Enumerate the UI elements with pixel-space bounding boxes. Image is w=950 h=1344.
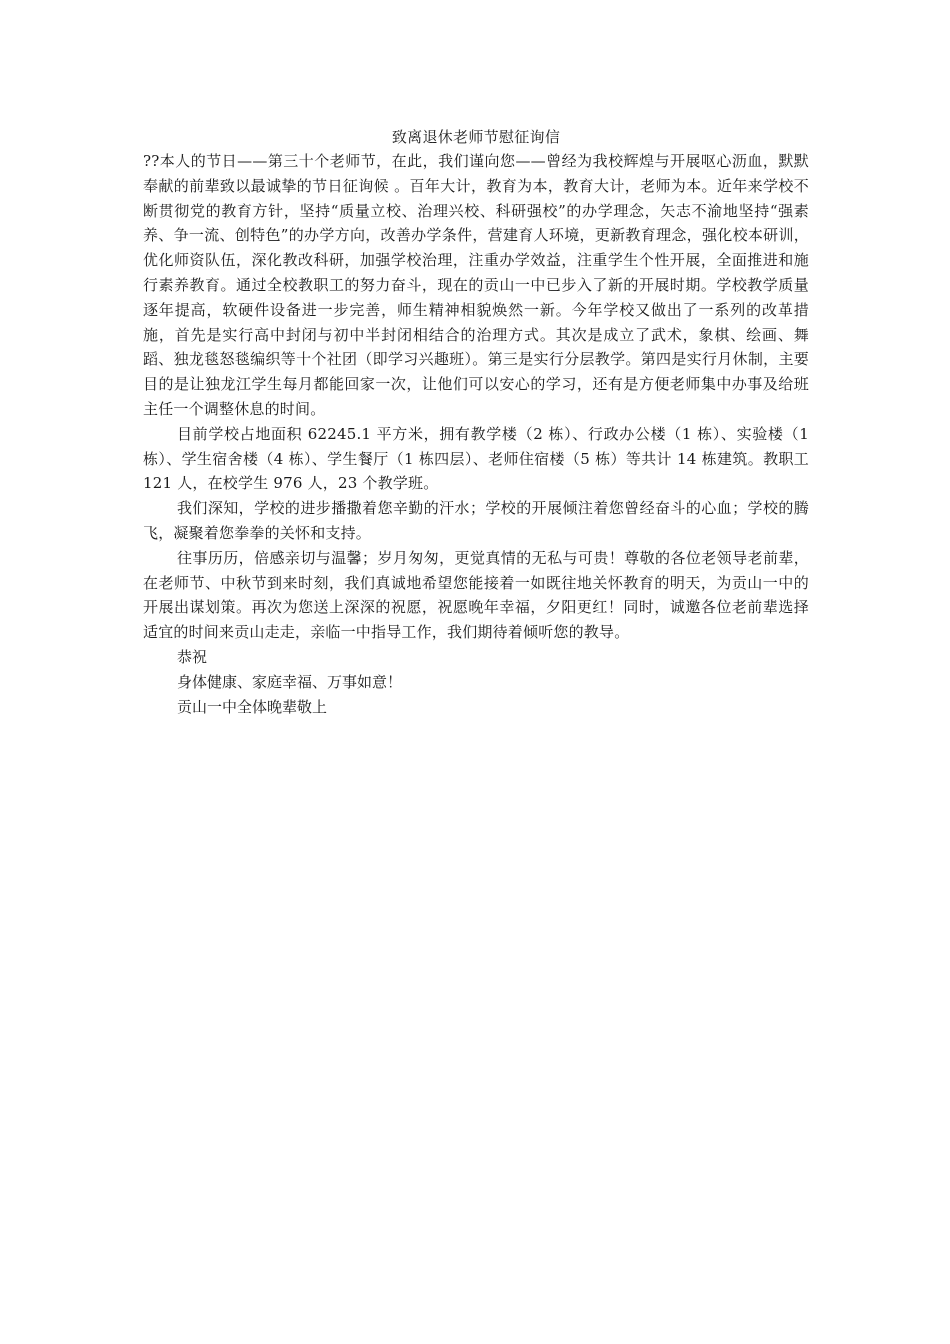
paragraph-campus-facts: 目前学校占地面积 62245.1 平方米，拥有教学楼（2 栋）、行政办公楼（1 栋）、实验楼（1 栋）、学生宿舍楼（4 栋）、学生餐厅（1 栋四层）、老师住宿楼（5 栋）等共计 14 栋建筑。教职工 121 人，在校学生 976 人，23 个教学班。 [143,424,809,493]
closing-wishes: 身体健康、家庭幸福、万事如意！ [177,672,403,691]
document-title: 致离退休老师节慰征询信 [391,128,561,146]
document-page [143,125,809,719]
closing-greeting: 恭祝 [177,647,208,666]
paragraph-gratitude: 我们深知，学校的进步播撒着您辛勤的汗水；学校的开展倾注着您曾经奋斗的心血；学校的腾飞，凝聚着您拳拳的关怀和支持。 [143,499,809,542]
closing-signature: 贡山一中全体晚辈敬上 [177,697,328,716]
paragraph-invitation: 往事历历，倍感亲切与温馨；岁月匆匆，更觉真情的无私与可贵！尊敬的各位老领导老前辈，在老师节、中秋节到来时刻，我们真诚地希望您能接着一如既往地关怀教育的明天，为贡山一中的开展出谋划策。再次为您送上深深的祝愿，祝愿晚年幸福，夕阳更红！同时，诚邀各位老前辈选择适宜的时间来贡山走走，亲临一中指导工作，我们期待着倾听您的教导。 [143,548,809,642]
paragraph-intro: ??本人的节日——第三十个老师节，在此，我们谨向您——曾经为我校辉煌与开展呕心沥血，默默奉献的前辈致以最诚挚的节日征询候 。百年大计，教育为本，教育大计，老师为本。近年来学校不断贯彻党的教育方针，坚持“质量立校、治理兴校、科研强校”的办学理念，矢志不渝地坚持“强素养、争一流、创特色”的办学方向，改善办学条件，营建育人环境，更新教育理念，强化校本研训，优化师资队伍，深化教改科研，加强学校治理，注重办学效益，注重学生个性开展，全面推进和施行素养教育。通过全校教职工的努力奋斗，现在的贡山一中已步入了新的开展时期。学校教学质量逐年提高，软硬件设备进一步完善，师生精神相貌焕然一新。今年学校又做出了一系列的改革措施，首先是实行高中封闭与初中半封闭相结合的治理方式。其次是成立了武术，象棋、绘画、舞蹈、独龙毯怒毯编织等十个社团（即学习兴趣班）。第三是实行分层教学。第四是实行月休制，主要目的是让独龙江学生每月都能回家一次，让他们可以安心的学习，还有是方便老师集中办事及给班主任一个调整休息的时间。 [143,152,809,418]
